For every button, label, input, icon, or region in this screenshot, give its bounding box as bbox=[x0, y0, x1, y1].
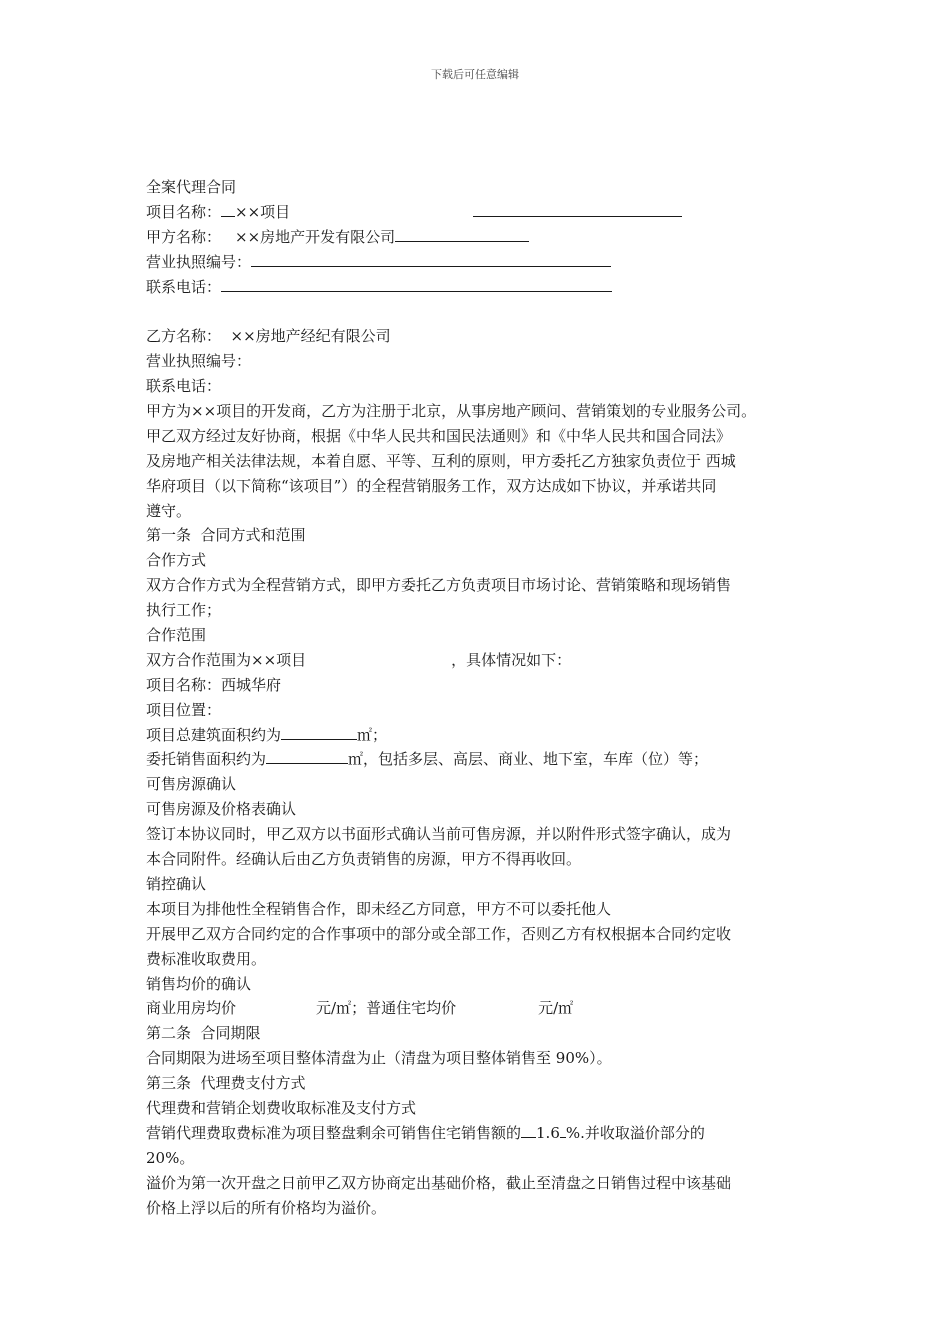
fee-line-b: %.并收取溢价部分的 bbox=[565, 1123, 705, 1142]
intro-line: 及房地产相关法律法规，本着自愿、平等、互利的原则，甲方委托乙方独家负责位于 西城 bbox=[146, 451, 736, 470]
party-a-value: ××房地产开发有限公司 bbox=[235, 227, 396, 246]
project-location: 项目位置： bbox=[146, 700, 222, 719]
phone-label: 联系电话： bbox=[146, 277, 222, 296]
fill-blank bbox=[221, 201, 235, 217]
fee-rate: 1.6 bbox=[536, 1123, 560, 1142]
saleable-price-confirm: 可售房源及价格表确认 bbox=[146, 800, 297, 819]
article-2-title: 第二条 合同期限 bbox=[146, 1024, 261, 1043]
fee-line-a: 营销代理费取费标准为项目整盘剩余可销售住宅销售额的 bbox=[146, 1123, 522, 1142]
coop-scope-a: 双方合作范围为××项目 bbox=[146, 650, 307, 669]
intro-line: 甲乙双方经过友好协商，根据《中华人民共和国民法通则》和《中华人民共和国合同法》 bbox=[146, 426, 732, 445]
party-a-label: 甲方名称： bbox=[146, 227, 222, 246]
avg-price-title: 销售均价的确认 bbox=[146, 974, 252, 993]
fill-blank bbox=[221, 276, 612, 292]
sale-area-b: ㎡，包括多层、高层、商业、地下室，车库（位）等； bbox=[348, 750, 709, 769]
fill-blank bbox=[395, 226, 529, 242]
party-a-license-row bbox=[146, 250, 816, 275]
party-a-row bbox=[146, 225, 816, 250]
party-b-license: 营业执照编号： bbox=[146, 352, 252, 371]
coop-scope-row bbox=[146, 648, 816, 673]
total-area-a: 项目总建筑面积约为 bbox=[146, 725, 282, 744]
avg-price-row bbox=[146, 996, 816, 1021]
sale-area-a: 委托销售面积约为 bbox=[146, 750, 267, 769]
total-area-row bbox=[146, 723, 816, 748]
article-3-title: 第三条 代理费支付方式 bbox=[146, 1074, 306, 1093]
project-name-row bbox=[146, 200, 816, 225]
sales-control: 销控确认 bbox=[146, 874, 207, 893]
residential-unit: 元/㎡ bbox=[538, 999, 574, 1018]
intro-line: 华府项目（以下简称“该项目”）的全程营销服务工作，双方达成如下协议，并承诺共同 bbox=[146, 476, 717, 495]
document-title: 全案代理合同 bbox=[146, 178, 237, 196]
saleable-confirm: 可售房源确认 bbox=[146, 775, 237, 794]
sign-line: 签订本协议同时，甲乙双方以书面形式确认当前可售房源，并以附件形式签字确认，成为 bbox=[146, 825, 732, 844]
party-a-phone-row bbox=[146, 275, 816, 300]
premium-line: 溢价为第一次开盘之日前甲乙双方协商定出基础价格，截止至清盘之日销售过程中该基础 bbox=[146, 1173, 732, 1192]
fill-blank bbox=[251, 251, 611, 267]
coop-scope-b: ，具体情况如下： bbox=[451, 650, 572, 669]
fee-line-c: 20%。 bbox=[146, 1148, 195, 1167]
project-name-line: 项目名称：西城华府 bbox=[146, 675, 282, 694]
term-line: 合同期限为进场至项目整体清盘为止（清盘为项目整体销售至 90%）。 bbox=[146, 1049, 612, 1068]
fee-row bbox=[146, 1121, 816, 1146]
commercial-price-a: 商业用房均价 bbox=[146, 999, 237, 1018]
intro-line: 遵守。 bbox=[146, 501, 192, 520]
project-name-label: 项目名称： bbox=[146, 202, 222, 221]
project-name-value: ××项目 bbox=[235, 202, 291, 221]
article-1-title: 第一条 合同方式和范围 bbox=[146, 526, 306, 545]
premium-line: 价格上浮以后的所有价格均为溢价。 bbox=[146, 1198, 387, 1217]
coop-method-title: 合作方式 bbox=[146, 551, 207, 570]
coop-method-line: 执行工作； bbox=[146, 601, 222, 620]
exclusive-line: 本项目为排他性全程销售合作，即未经乙方同意，甲方不可以委托他人 bbox=[146, 899, 612, 918]
fill-blank bbox=[281, 724, 357, 740]
fee-title: 代理费和营销企划费收取标准及支付方式 bbox=[146, 1098, 417, 1117]
fill-blank bbox=[521, 1122, 536, 1138]
license-label: 营业执照编号： bbox=[146, 252, 252, 271]
party-b-phone: 联系电话： bbox=[146, 377, 222, 396]
total-area-b: ㎡； bbox=[357, 725, 388, 744]
coop-scope-title: 合作范围 bbox=[146, 626, 207, 645]
fill-blank bbox=[473, 201, 682, 217]
fill-blank bbox=[266, 748, 348, 764]
document-body bbox=[146, 175, 816, 1220]
commercial-price-b: 元/㎡；普通住宅均价 bbox=[316, 999, 457, 1018]
sign-line: 本合同附件。经确认后由乙方负责销售的房源，甲方不得再收回。 bbox=[146, 850, 582, 869]
sale-area-row bbox=[146, 747, 816, 772]
party-b-row: 乙方名称： ××房地产经纪有限公司 bbox=[146, 327, 391, 346]
header-note: 下载后可任意编辑 bbox=[431, 68, 519, 81]
intro-line: 甲方为××项目的开发商，乙方为注册于北京，从事房地产顾问、营销策划的专业服务公司。 bbox=[146, 402, 757, 421]
exclusive-line: 费标准收取费用。 bbox=[146, 949, 267, 968]
exclusive-line: 开展甲乙双方合同约定的合作事项中的部分或全部工作，否则乙方有权根据本合同约定收 bbox=[146, 924, 732, 943]
coop-method-line: 双方合作方式为全程营销方式，即甲方委托乙方负责项目市场讨论、营销策略和现场销售 bbox=[146, 576, 732, 595]
